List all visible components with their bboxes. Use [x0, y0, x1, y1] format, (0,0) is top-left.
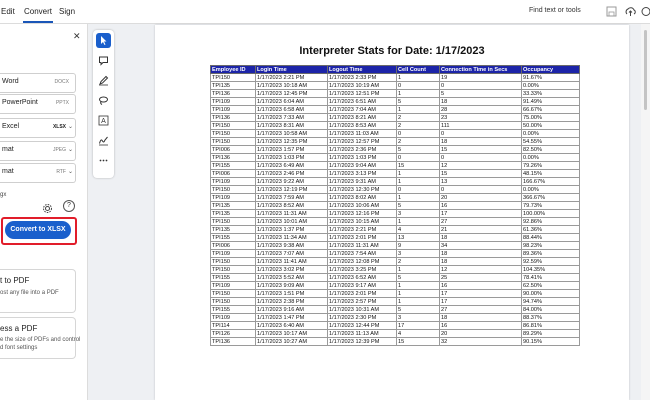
table-cell: 16	[440, 202, 522, 210]
table-cell: TPI135	[211, 210, 256, 218]
table-cell: 16	[440, 322, 522, 330]
table-cell: TPI136	[211, 114, 256, 122]
format-ext: DOCX	[54, 79, 69, 85]
table-cell: TPI150	[211, 266, 256, 274]
table-cell: 1	[397, 106, 440, 114]
table-cell: 92.59%	[522, 258, 580, 266]
table-cell: 2	[397, 114, 440, 122]
format-label: mat	[2, 146, 14, 153]
format-label: mat	[2, 168, 14, 175]
table-row	[211, 194, 580, 202]
table-cell: 1	[397, 266, 440, 274]
table-row	[211, 274, 580, 282]
table-row	[211, 282, 580, 290]
table-row	[211, 146, 580, 154]
table-cell: 91.67%	[522, 74, 580, 82]
format-ext: PPTX	[55, 100, 69, 106]
convert-to-xlsx-button[interactable]: Convert to XLSX	[5, 221, 71, 239]
table-cell: 1/17/2023 1:47 PM	[256, 314, 328, 322]
card-compress-pdf[interactable]	[0, 317, 81, 359]
table-cell: 1/17/2023 9:22 AM	[256, 178, 328, 186]
table-row	[211, 306, 580, 314]
draw-pen-icon[interactable]	[96, 73, 111, 88]
table-cell: TPI155	[211, 274, 256, 282]
cloud-upload-icon[interactable]	[624, 5, 637, 18]
table-cell: 9	[397, 242, 440, 250]
table-cell: 1/17/2023 7:33 AM	[256, 114, 328, 122]
comment-icon[interactable]	[96, 53, 111, 68]
table-cell: 3	[397, 314, 440, 322]
table-cell: TPI150	[211, 290, 256, 298]
table-cell: 89.36%	[522, 250, 580, 258]
table-cell: 1/17/2023 12:08 PM	[328, 258, 397, 266]
chevron-down-icon[interactable]: ⌄	[67, 147, 73, 153]
text-box-icon[interactable]	[96, 113, 111, 128]
table-cell: TPI136	[211, 338, 256, 346]
table-cell: 1/17/2023 10:06 AM	[328, 202, 397, 210]
table-cell: 25	[440, 274, 522, 282]
table-cell: TPI006	[211, 146, 256, 154]
column-header: Connection Time in Secs	[440, 66, 522, 74]
table-cell: 100.00%	[522, 210, 580, 218]
table-cell: 1	[397, 290, 440, 298]
table-cell: 15	[440, 146, 522, 154]
table-cell: 2	[397, 258, 440, 266]
table-cell: TPI150	[211, 138, 256, 146]
table-cell: TPI136	[211, 90, 256, 98]
table-cell: 78.41%	[522, 274, 580, 282]
table-cell: 1/17/2023 11:03 AM	[328, 130, 397, 138]
table-row	[211, 266, 580, 274]
table-cell: 5	[397, 98, 440, 106]
table-cell: 1/17/2023 11:31 AM	[328, 242, 397, 250]
table-header-row	[211, 66, 580, 74]
card-convert-to-pdf[interactable]	[0, 269, 76, 313]
column-header: Login Time	[256, 66, 328, 74]
table-row	[211, 178, 580, 186]
table-cell: 1/17/2023 10:18 AM	[256, 82, 328, 90]
table-cell: TPI006	[211, 242, 256, 250]
table-cell: 18	[440, 258, 522, 266]
table-cell: 1/17/2023 2:30 PM	[328, 314, 397, 322]
table-cell: 1/17/2023 7:04 AM	[328, 106, 397, 114]
table-cell: 48.15%	[522, 170, 580, 178]
table-cell: 0	[440, 130, 522, 138]
gear-icon[interactable]	[42, 201, 53, 212]
table-row	[211, 90, 580, 98]
table-cell: 50.00%	[522, 122, 580, 130]
table-cell: TPI135	[211, 226, 256, 234]
table-cell: 1/17/2023 3:13 PM	[328, 170, 397, 178]
table-cell: 0	[397, 186, 440, 194]
table-row	[211, 74, 580, 82]
table-cell: 0.00%	[522, 82, 580, 90]
card-title: t to PDF	[0, 276, 30, 285]
table-cell: 23	[440, 114, 522, 122]
table-cell: 1/17/2023 2:33 PM	[328, 74, 397, 82]
table-row	[211, 330, 580, 338]
table-cell: 0.00%	[522, 130, 580, 138]
table-row	[211, 234, 580, 242]
format-label: PowerPoint	[2, 99, 38, 106]
table-cell: 18	[440, 250, 522, 258]
table-cell: 66.67%	[522, 106, 580, 114]
table-cell: TPI109	[211, 106, 256, 114]
table-cell: 1/17/2023 3:25 PM	[328, 266, 397, 274]
table-cell: 1/17/2023 7:54 AM	[328, 250, 397, 258]
table-cell: 1	[397, 170, 440, 178]
table-cell: 21	[440, 226, 522, 234]
table-cell: TPI109	[211, 178, 256, 186]
table-cell: 1/17/2023 8:31 AM	[256, 122, 328, 130]
help-icon[interactable]: ?	[63, 200, 75, 212]
option-label: gx	[0, 192, 7, 198]
table-cell: 366.67%	[522, 194, 580, 202]
table-cell: 111	[440, 122, 522, 130]
table-cell: 1/17/2023 6:04 AM	[256, 98, 328, 106]
table-cell: 75.00%	[522, 114, 580, 122]
chevron-down-icon[interactable]: ⌄	[67, 124, 73, 130]
interpreter-stats-table	[210, 65, 580, 346]
table-cell: 1/17/2023 9:17 AM	[328, 282, 397, 290]
table-cell: TPI114	[211, 322, 256, 330]
table-cell: TPI150	[211, 186, 256, 194]
table-row	[211, 210, 580, 218]
table-cell: 18	[440, 234, 522, 242]
table-cell: 90.15%	[522, 338, 580, 346]
table-cell: 20	[440, 194, 522, 202]
table-row	[211, 202, 580, 210]
table-cell: 1/17/2023 2:01 PM	[328, 290, 397, 298]
table-cell: 12	[440, 266, 522, 274]
table-cell: 1/17/2023 7:07 AM	[256, 250, 328, 258]
table-cell: TPI109	[211, 282, 256, 290]
table-row	[211, 322, 580, 330]
table-cell: 18	[440, 314, 522, 322]
chevron-down-icon[interactable]: ⌄	[67, 169, 73, 175]
format-ext: XLSX	[52, 124, 66, 130]
table-cell: 12	[440, 162, 522, 170]
table-row	[211, 82, 580, 90]
table-row	[211, 218, 580, 226]
card-text: e the size of PDFs and control	[0, 337, 81, 343]
convert-panel	[0, 24, 88, 400]
table-cell: 1/17/2023 1:37 PM	[256, 226, 328, 234]
table-row	[211, 122, 580, 130]
table-cell: 5	[397, 274, 440, 282]
table-cell: 2	[397, 122, 440, 130]
table-row	[211, 242, 580, 250]
table-cell: 1/17/2023 2:46 PM	[256, 170, 328, 178]
table-cell: 5	[397, 202, 440, 210]
table-cell: 1/17/2023 8:02 AM	[328, 194, 397, 202]
table-cell: 91.49%	[522, 98, 580, 106]
menu-sign[interactable]: Sign	[59, 7, 76, 16]
table-cell: 4	[397, 226, 440, 234]
table-cell: 1/17/2023 1:57 PM	[256, 146, 328, 154]
table-cell: 2	[397, 138, 440, 146]
table-cell: 86.81%	[522, 322, 580, 330]
table-cell: TPI155	[211, 306, 256, 314]
format-ext: RTF	[56, 169, 66, 175]
table-cell: 0	[397, 130, 440, 138]
table-cell: 1/17/2023 6:52 AM	[328, 274, 397, 282]
table-cell: TPI150	[211, 298, 256, 306]
table-cell: 90.00%	[522, 290, 580, 298]
close-icon[interactable]: ✕	[73, 31, 81, 41]
table-cell: 1/17/2023 12:19 PM	[256, 186, 328, 194]
table-cell: 1	[397, 282, 440, 290]
table-cell: 1	[397, 178, 440, 186]
table-cell: TPI150	[211, 130, 256, 138]
more-tools-icon[interactable]	[96, 153, 111, 168]
table-cell: 1/17/2023 8:53 AM	[328, 122, 397, 130]
select-tool-icon[interactable]	[96, 33, 111, 48]
table-row	[211, 186, 580, 194]
table-cell: 27	[440, 306, 522, 314]
table-row	[211, 298, 580, 306]
table-cell: 166.67%	[522, 178, 580, 186]
card-text: ost any file into a PDF	[0, 290, 59, 296]
table-cell: 15	[440, 170, 522, 178]
lasso-icon[interactable]	[96, 93, 111, 108]
table-row	[211, 338, 580, 346]
table-cell: 33.33%	[522, 90, 580, 98]
table-cell: 13	[440, 178, 522, 186]
table-cell: 1/17/2023 2:21 PM	[256, 74, 328, 82]
table-row	[211, 226, 580, 234]
table-cell: 27	[440, 218, 522, 226]
table-row	[211, 250, 580, 258]
table-cell: 1	[397, 74, 440, 82]
table-cell: 1/17/2023 12:35 PM	[256, 138, 328, 146]
card-text: d font settings	[0, 345, 38, 351]
table-cell: 1/17/2023 12:16 PM	[328, 210, 397, 218]
document-page	[155, 25, 629, 400]
table-cell: 1/17/2023 12:51 PM	[328, 90, 397, 98]
card-title: ess a PDF	[0, 324, 38, 333]
table-cell: 1/17/2023 10:17 AM	[256, 330, 328, 338]
table-cell: TPI155	[211, 162, 256, 170]
table-cell: 1/17/2023 10:01 AM	[256, 218, 328, 226]
signature-icon[interactable]	[96, 133, 111, 148]
table-cell: 1/17/2023 10:31 AM	[328, 306, 397, 314]
column-header: Logout Time	[328, 66, 397, 74]
menu-edit[interactable]: Edit	[1, 7, 15, 16]
table-cell: 1/17/2023 1:51 PM	[256, 290, 328, 298]
table-cell: TPI150	[211, 122, 256, 130]
top-bar	[0, 0, 650, 24]
column-header: Occupancy	[522, 66, 580, 74]
table-row	[211, 170, 580, 178]
table-cell: 88.37%	[522, 314, 580, 322]
find-text-tools[interactable]: Find text or tools	[529, 7, 581, 14]
table-cell: 79.26%	[522, 162, 580, 170]
format-option-rtf[interactable]	[0, 163, 76, 183]
table-cell: 0	[440, 82, 522, 90]
table-cell: 0	[397, 82, 440, 90]
table-cell: 0	[440, 154, 522, 162]
save-icon[interactable]	[605, 5, 618, 18]
table-cell: 16	[440, 282, 522, 290]
table-cell: 3	[397, 250, 440, 258]
table-cell: TPI155	[211, 234, 256, 242]
table-cell: 1/17/2023 2:21 PM	[328, 226, 397, 234]
table-cell: 5	[440, 90, 522, 98]
table-cell: 1/17/2023 2:36 PM	[328, 146, 397, 154]
table-cell: 1/17/2023 9:16 AM	[256, 306, 328, 314]
table-cell: 17	[440, 298, 522, 306]
table-cell: 18	[440, 138, 522, 146]
column-header: Employee ID	[211, 66, 256, 74]
table-cell: 1/17/2023 12:45 PM	[256, 90, 328, 98]
table-cell: 1/17/2023 12:30 PM	[328, 186, 397, 194]
table-cell: 94.74%	[522, 298, 580, 306]
table-cell: 1	[397, 218, 440, 226]
table-row	[211, 98, 580, 106]
document-title: Interpreter Stats for Date: 1/17/2023	[299, 45, 485, 57]
table-cell: 17	[440, 290, 522, 298]
table-cell: 1/17/2023 6:49 AM	[256, 162, 328, 170]
table-cell: 1/17/2023 12:39 PM	[328, 338, 397, 346]
table-cell: 1/17/2023 9:09 AM	[256, 282, 328, 290]
table-cell: TPI126	[211, 330, 256, 338]
table-cell: 1/17/2023 1:03 PM	[328, 154, 397, 162]
table-cell: 34	[440, 242, 522, 250]
format-label: Excel	[2, 123, 20, 130]
table-row	[211, 130, 580, 138]
table-cell: TPI150	[211, 74, 256, 82]
table-cell: TPI135	[211, 202, 256, 210]
table-cell: 1	[397, 298, 440, 306]
format-ext: JPEG	[52, 147, 66, 153]
scrollbar-thumb[interactable]	[644, 30, 647, 110]
format-label: Word	[2, 78, 19, 85]
table-cell: 61.36%	[522, 226, 580, 234]
format-option-image[interactable]	[0, 141, 76, 161]
table-cell: TPI006	[211, 170, 256, 178]
table-row	[211, 162, 580, 170]
table-cell: 89.29%	[522, 330, 580, 338]
table-cell: 1/17/2023 1:03 PM	[256, 154, 328, 162]
table-cell: 1/17/2023 2:01 PM	[328, 234, 397, 242]
table-row	[211, 290, 580, 298]
table-cell: 13	[397, 234, 440, 242]
table-cell: 1/17/2023 10:19 AM	[328, 82, 397, 90]
table-cell: 1/17/2023 3:02 PM	[256, 266, 328, 274]
table-cell: 1/17/2023 12:57 PM	[328, 138, 397, 146]
table-cell: 1/17/2023 12:44 PM	[328, 322, 397, 330]
table-cell: 18	[440, 98, 522, 106]
table-cell: 17	[397, 322, 440, 330]
table-cell: 98.23%	[522, 242, 580, 250]
table-cell: 0	[440, 186, 522, 194]
table-cell: 32	[440, 338, 522, 346]
table-cell: 1/17/2023 6:40 AM	[256, 322, 328, 330]
table-cell: 1/17/2023 9:38 AM	[256, 242, 328, 250]
table-cell: 1/17/2023 11:34 AM	[256, 234, 328, 242]
table-cell: 82.50%	[522, 146, 580, 154]
table-cell: 0.00%	[522, 186, 580, 194]
format-option-powerpoint[interactable]	[0, 94, 76, 114]
table-cell: TPI136	[211, 154, 256, 162]
table-cell: TPI150	[211, 218, 256, 226]
table-cell: 3	[397, 210, 440, 218]
table-cell: TPI109	[211, 98, 256, 106]
table-cell: TPI109	[211, 314, 256, 322]
table-row	[211, 106, 580, 114]
table-cell: 1/17/2023 10:27 AM	[256, 338, 328, 346]
table-cell: 1/17/2023 11:31 AM	[256, 210, 328, 218]
table-cell: 1/17/2023 9:04 AM	[328, 162, 397, 170]
table-cell: 92.86%	[522, 218, 580, 226]
table-cell: 1	[397, 90, 440, 98]
tool-rail	[93, 30, 114, 178]
format-option-excel[interactable]	[0, 118, 76, 138]
table-cell: 1/17/2023 6:58 AM	[256, 106, 328, 114]
table-cell: 1/17/2023 6:51 AM	[328, 98, 397, 106]
table-row	[211, 314, 580, 322]
table-cell: 1/17/2023 5:52 AM	[256, 274, 328, 282]
table-row	[211, 138, 580, 146]
table-cell: 1/17/2023 10:58 AM	[256, 130, 328, 138]
table-cell: 4	[397, 330, 440, 338]
table-cell: 1/17/2023 2:57 PM	[328, 298, 397, 306]
table-cell: 0.00%	[522, 154, 580, 162]
table-cell: 1/17/2023 8:21 AM	[328, 114, 397, 122]
table-cell: 104.35%	[522, 266, 580, 274]
table-cell: 84.00%	[522, 306, 580, 314]
table-cell: 17	[440, 210, 522, 218]
table-cell: 1/17/2023 7:59 AM	[256, 194, 328, 202]
table-cell: 15	[397, 162, 440, 170]
table-cell: 15	[397, 338, 440, 346]
table-row	[211, 114, 580, 122]
table-cell: 1	[397, 194, 440, 202]
table-cell: TPI109	[211, 250, 256, 258]
table-cell: 1/17/2023 8:52 AM	[256, 202, 328, 210]
table-cell: 1/17/2023 10:15 AM	[328, 218, 397, 226]
format-option-word[interactable]	[0, 73, 76, 93]
table-cell: 28	[440, 106, 522, 114]
table-cell: TPI150	[211, 258, 256, 266]
table-cell: 19	[440, 74, 522, 82]
share-link-icon[interactable]	[640, 5, 650, 18]
svg-text:A: A	[101, 118, 106, 126]
column-header: Cell Count	[397, 66, 440, 74]
table-cell: 5	[397, 306, 440, 314]
table-cell: 1/17/2023 2:38 PM	[256, 298, 328, 306]
table-cell: 1/17/2023 9:31 AM	[328, 178, 397, 186]
table-row	[211, 154, 580, 162]
table-cell: TPI135	[211, 82, 256, 90]
menu-convert[interactable]: Convert	[24, 0, 52, 23]
table-cell: 1/17/2023 11:41 AM	[256, 258, 328, 266]
table-cell: 1/17/2023 11:13 AM	[328, 330, 397, 338]
table-cell: 62.50%	[522, 282, 580, 290]
table-cell: 0	[397, 154, 440, 162]
table-row	[211, 258, 580, 266]
table-cell: 20	[440, 330, 522, 338]
table-cell: 5	[397, 146, 440, 154]
table-cell: 88.44%	[522, 234, 580, 242]
table-cell: TPI109	[211, 194, 256, 202]
table-cell: 79.73%	[522, 202, 580, 210]
table-cell: 54.55%	[522, 138, 580, 146]
